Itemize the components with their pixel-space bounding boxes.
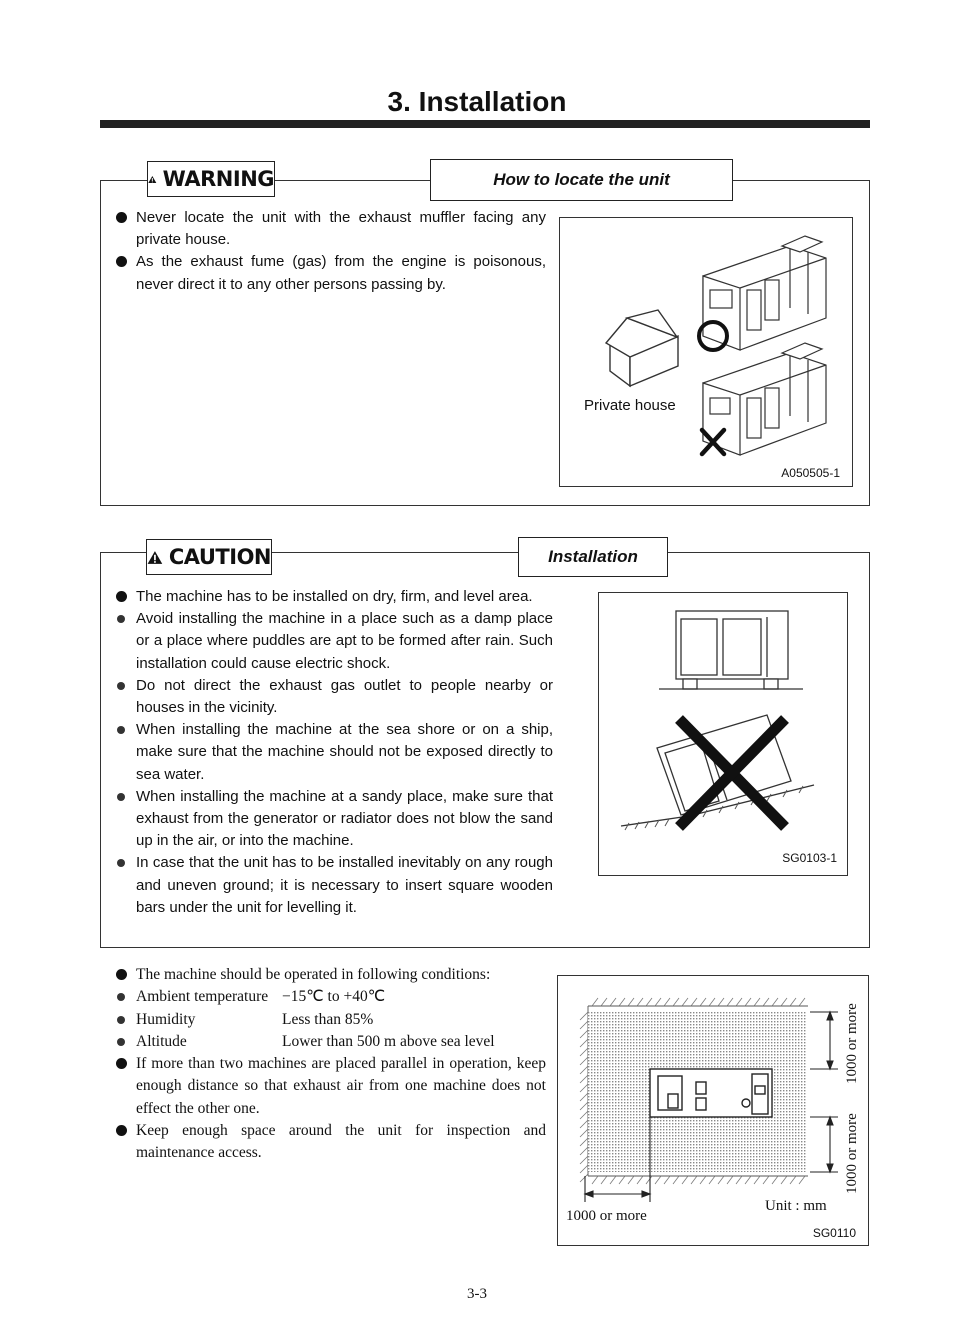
bullet-icon — [116, 1125, 127, 1136]
condition-key: Humidity — [136, 1010, 196, 1028]
dim-label-top: 1000 or more — [844, 1003, 860, 1084]
generator-top-view-icon — [650, 1069, 772, 1117]
list-item: The machine should be operated in following conditions: — [114, 964, 546, 986]
bullet-icon — [116, 256, 127, 267]
figure-code: SG0110 — [812, 1226, 856, 1240]
bullet-icon — [117, 615, 125, 623]
caution-badge — [146, 539, 272, 575]
condition-value: Less than 85% — [282, 1010, 374, 1028]
title-rule — [100, 120, 870, 128]
figure-code: A050505-1 — [781, 466, 840, 480]
dim-label-left: 1000 or more — [566, 1208, 647, 1224]
list-item: In case that the unit has to be installed inevitably on any rough and uneven ground; it is necessary to insert square wooden bars under the unit for levelling it. — [114, 852, 553, 919]
warning-figure — [559, 217, 853, 487]
list-item — [114, 1031, 546, 1053]
list-item — [114, 1009, 546, 1031]
generator-tilted-icon — [621, 715, 814, 826]
bullet-icon — [117, 859, 125, 867]
private-house-icon — [606, 310, 678, 386]
unit-label: Unit : mm — [765, 1198, 827, 1214]
conditions-text — [114, 964, 546, 1165]
list-item: Keep enough space around the unit for inspection and maintenance access. — [114, 1120, 546, 1165]
figure-code: SG0103-1 — [782, 851, 837, 865]
private-house-label: Private house — [584, 397, 676, 414]
bullet-icon — [117, 993, 125, 1001]
page-title: 3. Installation — [387, 86, 567, 117]
bullet-icon — [116, 591, 127, 602]
generator-level-icon — [659, 611, 803, 689]
bullet-icon — [117, 1038, 125, 1046]
list-item: Do not direct the exhaust gas outlet to people nearby or houses in the vicinity. — [114, 675, 553, 719]
warning-topic: How to locate the unit — [430, 159, 733, 201]
generator-lower-icon — [703, 343, 826, 455]
warning-bullets — [114, 207, 546, 296]
condition-value: Lower than 500 m above sea level — [282, 1032, 495, 1050]
caution-bullets — [114, 586, 553, 919]
list-item: If more than two machines are placed parallel in operation, keep enough distance so that exhaust air from one machine does not effect the other one. — [114, 1053, 546, 1120]
level-ground-illustration — [599, 593, 846, 874]
bullet-icon — [117, 1016, 125, 1024]
list-item: The machine has to be installed on dry, firm, and level area. — [114, 586, 553, 608]
list-item — [114, 986, 546, 1008]
page-number: 3-3 — [467, 1286, 487, 1302]
caution-badge-label: CAUTION — [168, 545, 271, 569]
list-item: Never locate the unit with the exhaust muffler facing any private house. — [114, 207, 546, 251]
warning-triangle-icon — [148, 168, 157, 191]
clearance-figure — [557, 975, 869, 1246]
bullet-icon — [117, 682, 125, 690]
list-item: When installing the machine at the sea shore or on a ship, make sure that the machine should not be exposed directly to sea water. — [114, 719, 553, 786]
caution-topic: Installation — [518, 537, 668, 577]
bullet-icon — [117, 726, 125, 734]
warning-badge-label: WARNING — [162, 167, 274, 191]
condition-key: Ambient temperature — [136, 988, 269, 1006]
bullet-icon — [116, 212, 127, 223]
generator-upper-icon — [703, 236, 826, 350]
list-item: As the exhaust fume (gas) from the engine is poisonous, never direct it to any other persons passing by. — [114, 251, 546, 295]
warning-triangle-icon — [147, 546, 163, 569]
bullet-icon — [116, 1058, 127, 1069]
locate-unit-illustration — [560, 218, 851, 485]
condition-value: −15℃ to +40℃ — [282, 988, 386, 1006]
dim-label-bottom: 1000 or more — [844, 1113, 860, 1194]
condition-key: Altitude — [136, 1032, 187, 1050]
warning-badge — [147, 161, 275, 197]
list-item: Avoid installing the machine in a place such as a damp place or a place where puddles are apt to be formed after rain. Such installation could cause electric shock. — [114, 608, 553, 675]
bullet-icon — [116, 969, 127, 980]
caution-figure — [598, 592, 848, 876]
list-item: When installing the machine at a sandy place, make sure that exhaust from the generator or radiator does not blow the sand up in the air, or into the machine. — [114, 786, 553, 853]
bullet-icon — [117, 793, 125, 801]
